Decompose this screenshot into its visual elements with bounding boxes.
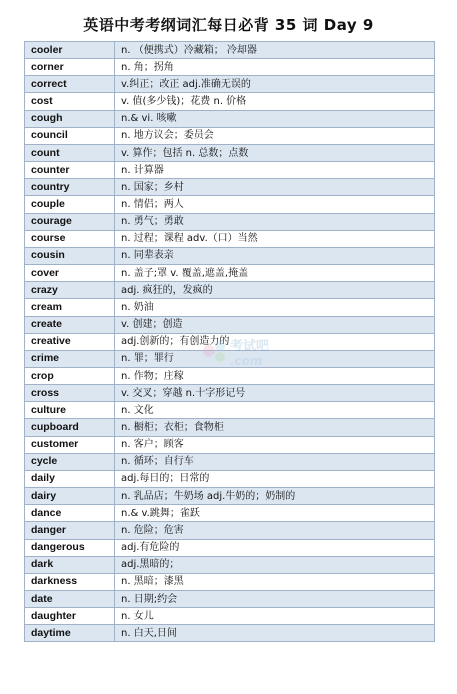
vocab-definition: n. 客户；顾客 [115, 436, 435, 453]
vocab-row [25, 42, 435, 59]
vocab-definition: n. （便携式）冷藏箱； 冷却器 [115, 42, 435, 59]
vocab-definition: n. 奶油 [115, 299, 435, 316]
vocab-row [25, 265, 435, 282]
vocab-row [25, 127, 435, 144]
vocab-word: cream [25, 299, 115, 316]
vocab-definition: n. 计算器 [115, 162, 435, 179]
vocab-row [25, 522, 435, 539]
vocab-definition: n. 乳品店；牛奶场 adj.牛奶的；奶制的 [115, 488, 435, 505]
vocab-definition: v. 创建；创造 [115, 316, 435, 333]
vocab-definition: n. 国家；乡村 [115, 179, 435, 196]
vocab-row [25, 247, 435, 264]
vocabulary-table-body [25, 42, 435, 642]
vocab-row [25, 196, 435, 213]
vocab-definition: n. 危险；危害 [115, 522, 435, 539]
vocab-word: darkness [25, 573, 115, 590]
vocab-word: customer [25, 436, 115, 453]
vocab-word: correct [25, 76, 115, 93]
vocab-word: dark [25, 556, 115, 573]
vocab-definition: n. 情侣；两人 [115, 196, 435, 213]
vocab-word: dance [25, 505, 115, 522]
vocab-definition: n. 同辈表亲 [115, 247, 435, 264]
watermark-domain: .com [230, 354, 263, 368]
vocab-definition: adj.有危险的 [115, 539, 435, 556]
vocab-definition: n. 橱柜；衣柜；食物柜 [115, 419, 435, 436]
vocab-definition: n. 罪；罪行 [115, 350, 435, 367]
vocab-word: crime [25, 350, 115, 367]
vocab-word: create [25, 316, 115, 333]
vocab-word: count [25, 144, 115, 161]
vocab-row [25, 453, 435, 470]
vocab-definition: n. 黑暗；漆黑 [115, 573, 435, 590]
vocab-definition: n. 勇气；勇敢 [115, 213, 435, 230]
vocab-word: danger [25, 522, 115, 539]
vocab-word: cooler [25, 42, 115, 59]
vocabulary-table [24, 41, 435, 642]
vocab-row [25, 76, 435, 93]
vocab-row [25, 230, 435, 247]
vocab-word: crop [25, 367, 115, 384]
vocab-definition: v. 交叉；穿越 n.十字形记号 [115, 385, 435, 402]
vocab-row [25, 573, 435, 590]
vocab-word: dangerous [25, 539, 115, 556]
vocab-word: courage [25, 213, 115, 230]
vocab-word: cupboard [25, 419, 115, 436]
vocab-word: country [25, 179, 115, 196]
vocab-row [25, 179, 435, 196]
page-title: 英语中考考纲词汇每日必背 35 词 Day 9 [83, 16, 374, 34]
vocab-row [25, 93, 435, 110]
vocab-word: daily [25, 470, 115, 487]
vocab-word: couple [25, 196, 115, 213]
vocab-word: course [25, 230, 115, 247]
vocab-row [25, 505, 435, 522]
vocab-definition: n. 过程；课程 adv.（口）当然 [115, 230, 435, 247]
vocab-definition: v. 值(多少钱)；花费 n. 价格 [115, 93, 435, 110]
vocab-row [25, 625, 435, 642]
vocab-row [25, 213, 435, 230]
vocab-row [25, 59, 435, 76]
vocab-row [25, 144, 435, 161]
vocab-row [25, 470, 435, 487]
vocab-row [25, 162, 435, 179]
vocab-word: corner [25, 59, 115, 76]
vocab-definition: n. 白天,日间 [115, 625, 435, 642]
vocab-definition: n. 盖子;罩 v. 覆盖,遮盖,掩盖 [115, 265, 435, 282]
vocab-word: creative [25, 333, 115, 350]
vocab-word: daytime [25, 625, 115, 642]
vocab-word: date [25, 591, 115, 608]
watermark-text: 考试吧 [230, 339, 270, 354]
vocab-word: cover [25, 265, 115, 282]
vocab-row [25, 282, 435, 299]
vocab-row [25, 367, 435, 384]
vocab-word: cost [25, 93, 115, 110]
vocab-row [25, 316, 435, 333]
vocab-definition: n. 作物；庄稼 [115, 367, 435, 384]
vocab-row [25, 436, 435, 453]
vocab-definition: n. 女儿 [115, 608, 435, 625]
vocab-definition: adj.创新的；有创造力的 [115, 333, 435, 350]
vocab-definition: adj. 疯狂的，发疯的 [115, 282, 435, 299]
vocab-word: cross [25, 385, 115, 402]
vocab-definition: n. 循环；自行车 [115, 453, 435, 470]
vocab-row [25, 608, 435, 625]
vocab-word: daughter [25, 608, 115, 625]
vocab-definition: adj.黑暗的； [115, 556, 435, 573]
vocab-row [25, 385, 435, 402]
vocab-row [25, 350, 435, 367]
vocab-definition: n.& v.跳舞；雀跃 [115, 505, 435, 522]
vocab-row [25, 402, 435, 419]
vocab-word: council [25, 127, 115, 144]
vocab-word: culture [25, 402, 115, 419]
vocab-definition: v.纠正；改正 adj.准确无误的 [115, 76, 435, 93]
vocab-word: counter [25, 162, 115, 179]
vocab-definition: n. 角；拐角 [115, 59, 435, 76]
vocab-row [25, 419, 435, 436]
vocab-row [25, 333, 435, 350]
vocab-word: crazy [25, 282, 115, 299]
vocab-word: dairy [25, 488, 115, 505]
vocab-row [25, 110, 435, 127]
vocab-row [25, 539, 435, 556]
vocab-definition: n. 文化 [115, 402, 435, 419]
vocab-row [25, 591, 435, 608]
vocab-row [25, 299, 435, 316]
vocab-definition: n. 日期;约会 [115, 591, 435, 608]
vocab-word: cough [25, 110, 115, 127]
vocab-definition: adj.每日的；日常的 [115, 470, 435, 487]
vocab-definition: n.& vi. 咳嗽 [115, 110, 435, 127]
vocab-row [25, 556, 435, 573]
vocab-definition: n. 地方议会；委员会 [115, 127, 435, 144]
vocab-word: cousin [25, 247, 115, 264]
vocab-row [25, 488, 435, 505]
vocab-word: cycle [25, 453, 115, 470]
vocab-definition: v. 算作；包括 n. 总数；点数 [115, 144, 435, 161]
